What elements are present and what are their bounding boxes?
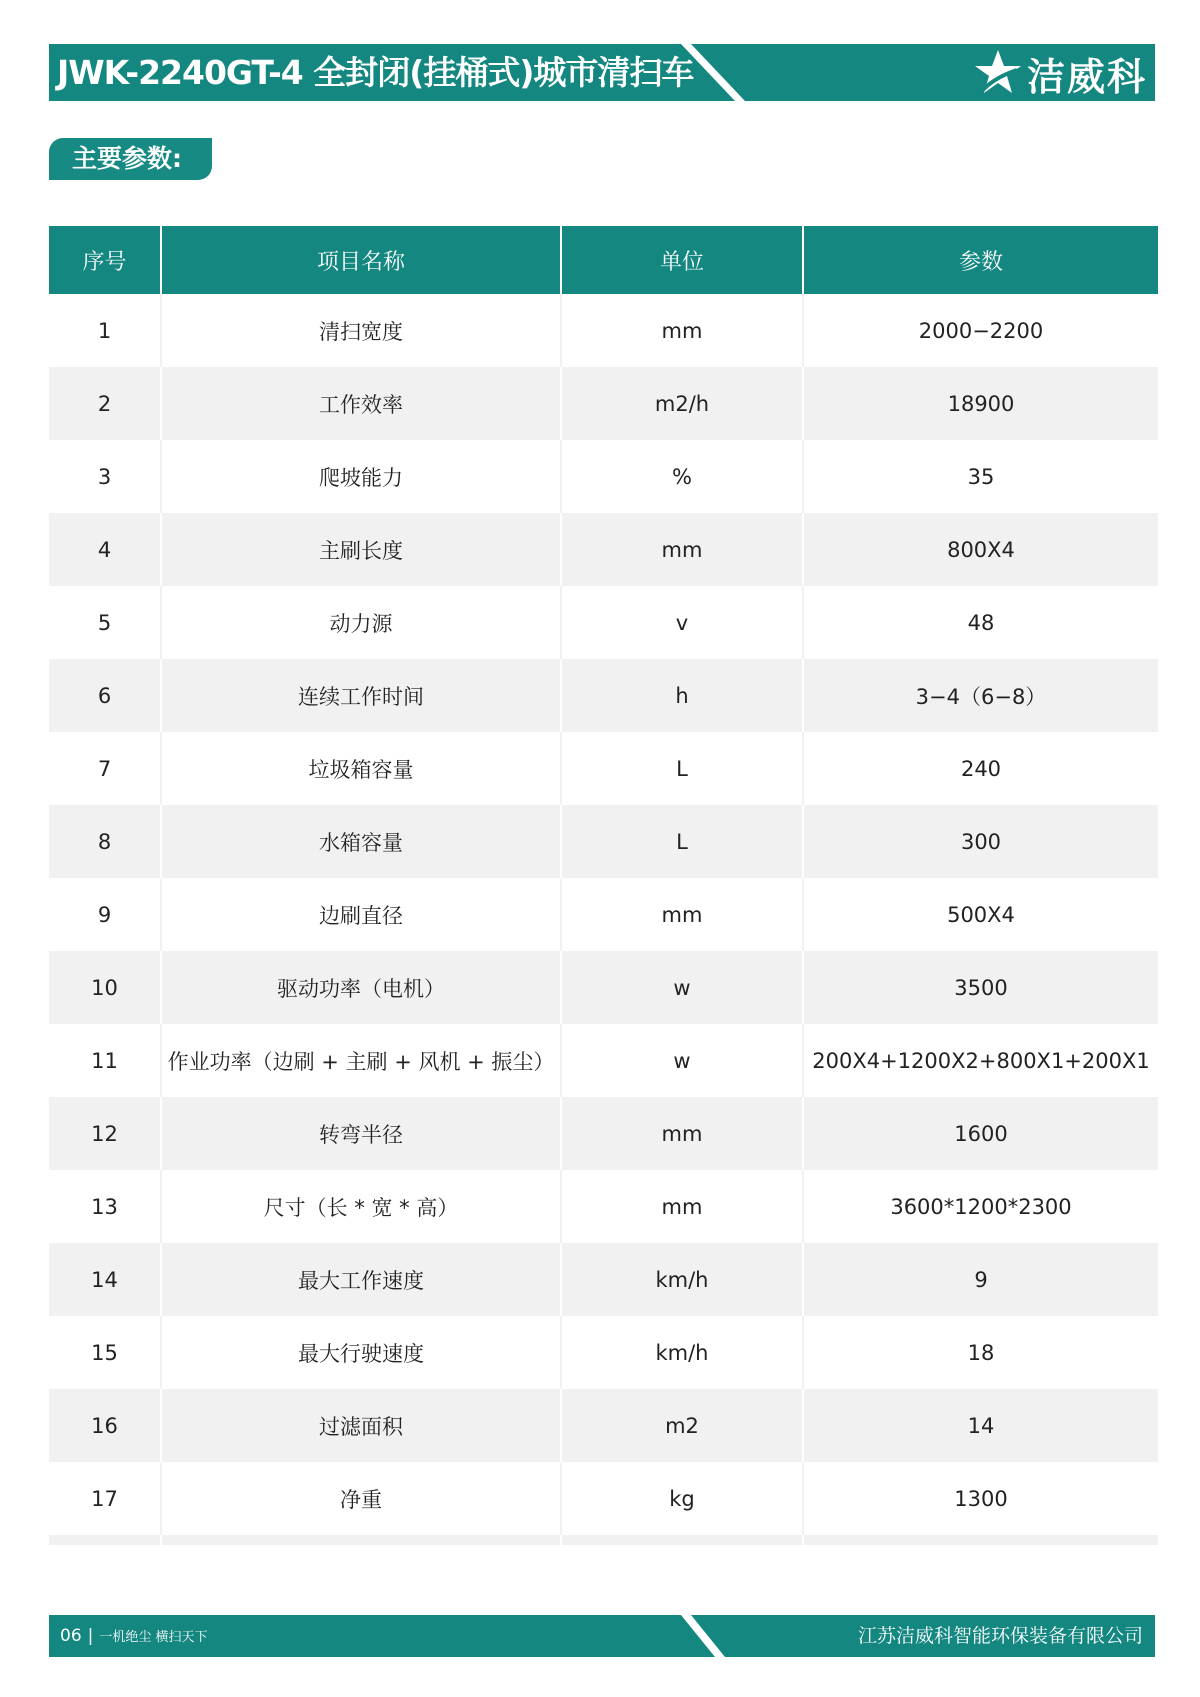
row-no: 2	[49, 367, 161, 440]
row-value: 18900	[803, 367, 1158, 440]
row-unit: m2	[561, 1389, 803, 1462]
table-row	[49, 878, 1158, 951]
row-value: 3500	[803, 951, 1158, 1024]
row-name: 净重	[161, 1462, 561, 1535]
row-value: 14	[803, 1389, 1158, 1462]
row-name: 爬坡能力	[161, 440, 561, 513]
row-value: 1600	[803, 1097, 1158, 1170]
row-name: 主刷长度	[161, 513, 561, 586]
column-header-no: 序号	[49, 226, 161, 294]
row-unit: %	[561, 440, 803, 513]
row-name: 转弯半径	[161, 1097, 561, 1170]
row-unit: mm	[561, 294, 803, 367]
row-unit: kg	[561, 1462, 803, 1535]
star-logo-icon	[973, 48, 1023, 98]
row-name: 动力源	[161, 586, 561, 659]
table-row	[49, 1024, 1158, 1097]
table-row	[49, 586, 1158, 659]
row-name: 水箱容量	[161, 805, 561, 878]
table-row	[49, 440, 1158, 513]
table-row	[49, 1243, 1158, 1316]
row-name: 边刷直径	[161, 878, 561, 951]
row-unit: v	[561, 586, 803, 659]
row-value: 2000−2200	[803, 294, 1158, 367]
row-value: 3−4（6−8）	[803, 659, 1158, 732]
row-value: 200X4+1200X2+800X1+200X1	[803, 1024, 1158, 1097]
column-header-value: 参数	[803, 226, 1158, 294]
table-row	[49, 732, 1158, 805]
row-value: 240	[803, 732, 1158, 805]
row-no: 15	[49, 1316, 161, 1389]
row-value: 35	[803, 440, 1158, 513]
row-no: 14	[49, 1243, 161, 1316]
row-no: 10	[49, 951, 161, 1024]
page-title: JWK-2240GT-4 全封闭(挂桶式)城市清扫车	[57, 53, 694, 92]
row-no: 4	[49, 513, 161, 586]
table-row	[49, 294, 1158, 367]
row-name: 驱动功率（电机）	[161, 951, 561, 1024]
row-unit: m2/h	[561, 367, 803, 440]
table-row	[49, 1462, 1158, 1535]
row-value: 800X4	[803, 513, 1158, 586]
row-unit: h	[561, 659, 803, 732]
footer-separator: |	[87, 1626, 94, 1646]
footer-banner	[49, 1615, 1155, 1657]
column-header-unit: 单位	[561, 226, 803, 294]
row-name: 垃圾箱容量	[161, 732, 561, 805]
row-name: 尺寸（长 * 宽 * 高）	[161, 1170, 561, 1243]
row-name: 作业功率（边刷 + 主刷 + 风机 + 振尘）	[161, 1024, 561, 1097]
row-unit: L	[561, 805, 803, 878]
row-value: 300	[803, 805, 1158, 878]
company-name: 江苏洁威科智能环保装备有限公司	[857, 1625, 1143, 1647]
table-row	[49, 659, 1158, 732]
table-row	[49, 1170, 1158, 1243]
row-no: 17	[49, 1462, 161, 1535]
table-row	[49, 1316, 1158, 1389]
table-row	[49, 951, 1158, 1024]
row-name: 过滤面积	[161, 1389, 561, 1462]
row-unit: km/h	[561, 1316, 803, 1389]
row-unit: w	[561, 951, 803, 1024]
table-row	[49, 513, 1158, 586]
row-unit: km/h	[561, 1243, 803, 1316]
row-no: 16	[49, 1389, 161, 1462]
row-no: 11	[49, 1024, 161, 1097]
row-unit: mm	[561, 878, 803, 951]
row-value: 48	[803, 586, 1158, 659]
row-name: 清扫宽度	[161, 294, 561, 367]
footer-slogan: 一机绝尘 横扫天下	[99, 1630, 208, 1645]
table-row-stub	[49, 1535, 1158, 1545]
section-title: 主要参数:	[49, 138, 212, 180]
row-name: 最大行驶速度	[161, 1316, 561, 1389]
row-value: 1300	[803, 1462, 1158, 1535]
table-row	[49, 367, 1158, 440]
row-no: 5	[49, 586, 161, 659]
column-header-name: 项目名称	[161, 226, 561, 294]
row-no: 8	[49, 805, 161, 878]
brand-name: 洁威科	[1026, 54, 1147, 99]
row-name: 连续工作时间	[161, 659, 561, 732]
row-value: 500X4	[803, 878, 1158, 951]
row-value: 9	[803, 1243, 1158, 1316]
brand-logo	[973, 48, 1147, 98]
row-value: 18	[803, 1316, 1158, 1389]
row-name: 工作效率	[161, 367, 561, 440]
row-unit: mm	[561, 1097, 803, 1170]
table-header-row	[49, 226, 1158, 294]
row-unit: L	[561, 732, 803, 805]
row-name: 最大工作速度	[161, 1243, 561, 1316]
row-no: 9	[49, 878, 161, 951]
row-unit: mm	[561, 1170, 803, 1243]
table-row	[49, 1389, 1158, 1462]
row-no: 3	[49, 440, 161, 513]
table-row	[49, 1097, 1158, 1170]
row-unit: mm	[561, 513, 803, 586]
footer-left	[60, 1615, 208, 1657]
row-no: 13	[49, 1170, 161, 1243]
row-no: 1	[49, 294, 161, 367]
spec-table	[49, 226, 1158, 1545]
page-number: 06	[60, 1626, 82, 1646]
row-no: 12	[49, 1097, 161, 1170]
row-no: 6	[49, 659, 161, 732]
row-unit: w	[561, 1024, 803, 1097]
row-value: 3600*1200*2300	[803, 1170, 1158, 1243]
header-banner	[49, 44, 1155, 101]
row-no: 7	[49, 732, 161, 805]
table-row	[49, 805, 1158, 878]
